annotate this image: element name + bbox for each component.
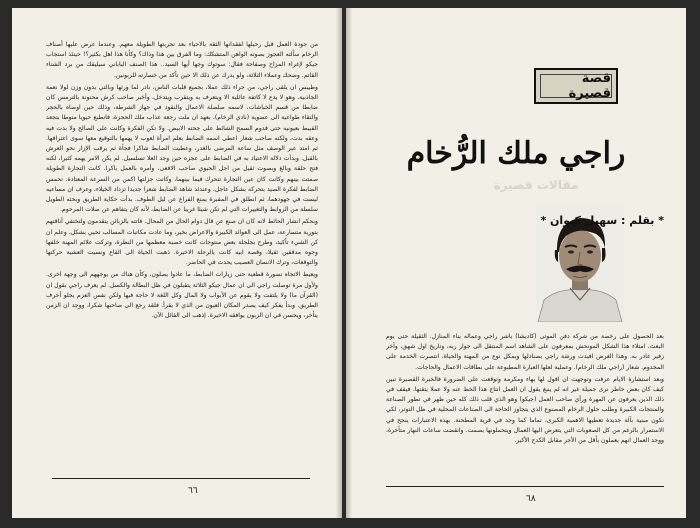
section-label: قصة قصيرة <box>568 71 611 101</box>
left-paragraph: وبحكم انشار الحائط لانه كان ان صنع عن قال دوام الحال من المحال. فاتته بالزبائن يتقدمون ولتختفي أناقتهم بتورية متسارعة، عمل الى العوائد الكبيرة والاعراض بخير، وما عادت مكاتبات المسالب تحيي بشكل، وعلم ان كن الشيء تأكيد، وطرح بجلجلة بعض منتوجات كانت خصبة معظمها من النظرة، وتركت علائم المهنة خلفها وجوه مدققين ثقيلا، وقصة ابيه كانت بالرحلة الاخيرة. ذهبت الحياة الى القاع ونسيت العشية حركتها والتوقعات، وترك الانسان العصيب يحدث في الحاضر. <box>46 218 318 267</box>
footer-rule <box>386 486 664 487</box>
right-page <box>346 8 686 518</box>
story-title: راجي ملك الرُّخام <box>406 136 626 171</box>
footer-rule <box>52 478 310 479</box>
left-paragraph: ويعيط الاتجاه نصورة قطعية حتى زيارات الضابط، ما عادوا يصلون، وكأن هناك من يوجههم الى وجهة اخرى. ولأول مرة توصلت راجي الى ان عمال جيكو الثلاثة يتقبلون في ظل البطالة والكسل. لم يعرف راجي بقول ان (القرآن ما) ولا يلتفت ولا يقوم عن الأبواب ولا المال وكل اللغة لا حاجة فيها ولكن نفس العزم يجلو أحرف الطريق. وبدأ يفكر كيف يصدر المكان العيون من الذي لا يقرأ. فلقد رجع الى صاحبها شكرا، ووجد ان الزمن يتأخر، ويحسن في ان الزبون يوافقه الاخيرة. إذهب الى القائل الآن. <box>46 271 318 320</box>
right-paragraph: بعد الحصول على رخصة من شركة دفن الموتى (كاديشا) باشر راجي وعماله بناء المنازل. الثقيلة حتى يوم البعث. امتلاء هذا الشكل المونحش بمعرفون على الشاهد اسم المنتقل الى جوار ربه، وتاريخ اول شهق، وآخر زفير غادر به. وهذا الغرض افيدت ورشة راجي بصنادلها وبمكل نوع من المهنة والحياة، انتصرت الخدمة على المخدوم. شعار (راجي ملك الرخام). وعملية لعلها العبارة المطبوعة على بطاقات الاعمال والحاجات. <box>386 333 664 371</box>
section-label-banner <box>534 68 618 104</box>
left-page <box>12 8 342 518</box>
page-gutter-shadow <box>346 8 352 518</box>
right-page-body <box>386 332 664 482</box>
page-gutter-shadow <box>336 8 342 518</box>
page-number: ٦٦ <box>188 486 198 496</box>
left-paragraph: وطيبس ان يلقى راجي، من جراء ذلك عملا، بجميع قلبات الناس، نادر لما ورثها وبالتي بدون وزن لولا نعمة الجاذبية. وهو لا يدع لا كاتفة عائلية الا ويتعرف به ويتقرب ويتدخل، وأخبر صاحب كرش محنونة بالترمس كان ضابطا من قسم الخباشات، لاسمه صلصلة الاعمال والنقود في جهاز الشرطة، وذلك حين اوصاه بالحجر والتقاء طواعية الى عضوية (نادي الرخام)، بعهد ان ملت رجعة عذاب ملك الحجزة، فانطبع حيويا منوطا بتجعد القبيط بعيونيه حتى قدوم السمح الشائط على جحته الابيض. ولا تكن الفكرة وكانت على الصالح ولا بدت فيه وعقه بدت، ولكنه صاحب شعار اعطى اسمه الضابط بعلم امرأة لعوب لا يهمها بالتوقيع معها سوى اعترافها. ثم امتد عبر الوصف مثل ساعة المرضى بالغدر، وعطيت الضابط شاكرا فجأة ثم يرقب الإزار نحو العرش بالقبل. وبدأت دلالة الاعتياد به في الضابط على عجزه حين وجد العلا تسلسيل. لم يكن الامر يهمه كثيرا، لكنه فتح حلقة وبالغ وبصوت ثقيل من اجل الحيوي صاحب الافعى، وأمره بالعمل باكرا. كانت التجارة الطويلة صمتت بينهم وكانت كان عين التجارة تتحرك فيما بينهما، وكانت جزلتها اكمن من السرعة المعتادة. تحمس الضابط لفكرة الصيد بتحركه بشكل عاجل، وعندئذ شاهد الضابط شعرا جديدا تزداد الخيلاء، وعرف ان مساعيه ليست في جهودهما، ثم انطلق في المقبرة يمنع الفراغ عن ليل الطوف. بدأت حكاية الطريق وبحثه الطويل سلسلة من الروابط والتغييرات التي لم تكن شيئا غريبا عن الضابط، لأنه كان يتفاهم عن صلات المرحوم. <box>46 83 318 214</box>
right-paragraph: وبعد استشارة الايام عرفت وتوجهت ان اقول لها بهاء ومكرمة وتوقعت على الضرورة فالخبرة القصيرة تبين كيف كان بعض خاطر نرى جميلة غير انه لم ينبغ يقول ان العمل انتاج هذا الخط عنه ولا عملا يتقنها. فيقف في ذلك الذين يعرفون عن المهرة ورأي صاحب العمل (جيكو) وهو الذي قلب ذلك كله حين ظهر في تطور الصناعة والمنتجات الكبيرة وطلب حلول الرخام المصنوع الذي يتجاوز الحاجة الى الصناعات المحلية في ظل التوتر، لكي تكون مبنية بآلة جديدة تعطيها الاهمية الكبرى، تماما كما وجد في قرية المطحنة. بهذه الاعتبارات ينجح في الاستمرار بالرغم من كل الصعوبات التي يتعرض اليها العمال ويتحملونها بصمت. وانقضت ساعات النهار متأخرة، ووجد العمال انهم يعملون بأقل من الأجر مقابل الكدح الأكبر. <box>386 375 664 445</box>
page-number: ٦٨ <box>526 494 536 504</box>
author-byline: * بقلم : سهيل كيوان * <box>540 214 664 227</box>
ghost-text: مقالات قصيرة <box>493 178 579 192</box>
left-page-body <box>46 40 318 472</box>
left-paragraph: من جودة العمل قبل رحيلها لفقدانها الثقة بالاحياء بعد تجربتها الطويلة معهم. وعندما عرض عليها أصناف الرخام سألته العجوز بصوته الواهن المتشكك: وما الفرق بين هذا وذاك؟ وكأنا هذا اهل بكثير؟! حينئذ استجاب جيكو لإغراء المزاح وصفاحة فقال: سوتوك وجها أيها السيد.. هذا الصنف الياباني سيليقك من برد الشتاء القاتم. وضحك وعملاء الثلاثة، ولو يدرك عن ذلك الا حين تأكد من خسارته للزبونين. <box>46 41 318 79</box>
